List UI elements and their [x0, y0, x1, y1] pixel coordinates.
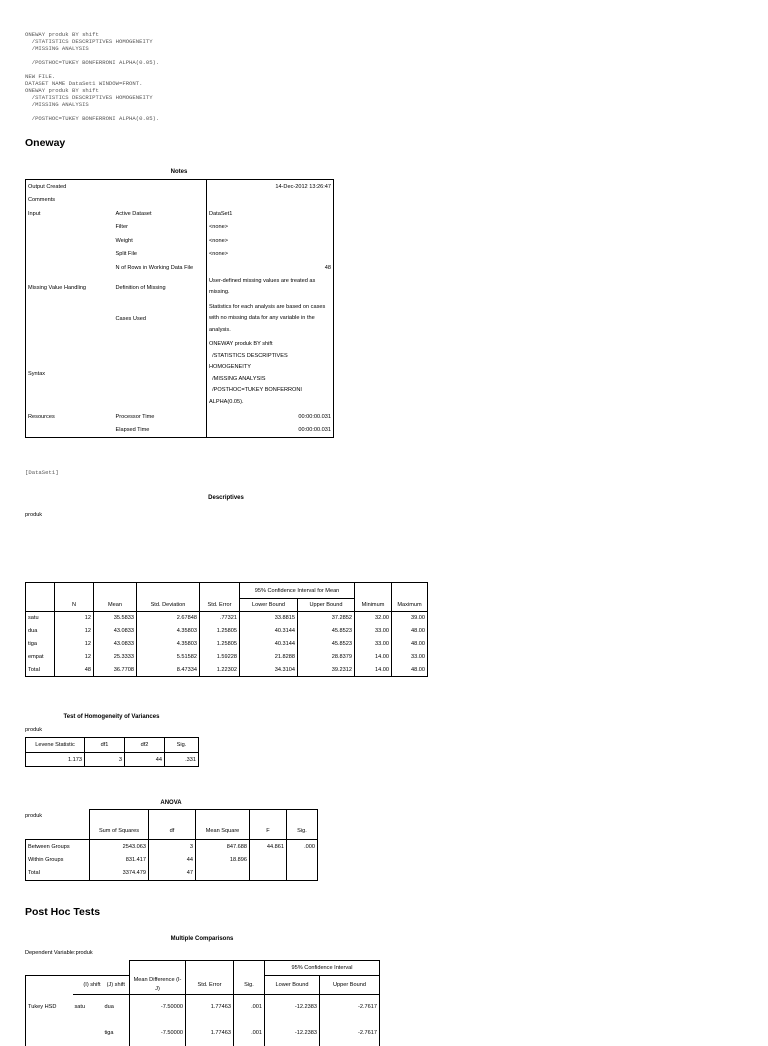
- descriptives-cell: 12: [55, 612, 94, 625]
- anova-col-header: Sum of Squares: [90, 823, 149, 840]
- homogeneity-cell: 44: [125, 753, 165, 767]
- dataset-label: [DataSet1]: [25, 469, 59, 476]
- descriptives-cell: 2.67848: [137, 612, 200, 625]
- syntax-line: /MISSING ANALYSIS: [25, 45, 89, 52]
- notes-row-sublabel: Cases Used: [115, 316, 146, 323]
- descriptives-row-label: Total: [26, 664, 55, 677]
- descriptives-col-header: Maximum: [392, 599, 428, 612]
- multiple-cell: -7.50000: [130, 1020, 186, 1046]
- anova-cell: 44.861: [250, 840, 287, 854]
- descriptives-row: [26, 638, 428, 651]
- descriptives-cell: 4.35803: [137, 638, 200, 651]
- multiple-cell: 1.77463: [186, 1020, 234, 1046]
- descriptives-cell: 48.00: [392, 664, 428, 677]
- multiple-cell: -12.2383: [265, 994, 320, 1020]
- homogeneity-col-header: df1: [85, 738, 125, 753]
- multiple-row-label: Tukey HSD: [26, 994, 73, 1020]
- notes-row-label: Input: [26, 207, 114, 221]
- anova-cell: 3374.479: [90, 867, 149, 881]
- multiple-cell: -7.50000: [130, 994, 186, 1020]
- descriptives-cell: 36.7708: [94, 664, 137, 677]
- homogeneity-cell: 1.173: [26, 753, 85, 767]
- descriptives-table: [25, 582, 428, 677]
- notes-row: [26, 221, 334, 235]
- descriptives-title: Descriptives: [208, 495, 244, 501]
- descriptives-cell: 40.3144: [240, 638, 298, 651]
- notes-row-sublabel: N of Rows in Working Data File: [115, 264, 194, 271]
- descriptives-ci-header: 95% Confidence Interval for Mean: [240, 583, 355, 599]
- notes-row-sublabel: Weight: [115, 237, 133, 244]
- notes-row-value: 14-Dec-2012 13:26:47: [207, 180, 334, 194]
- anova-cell: [287, 867, 318, 881]
- syntax-block-1: [25, 31, 159, 66]
- homogeneity-col-header: df2: [125, 738, 165, 753]
- descriptives-cell: .77321: [200, 612, 240, 625]
- descriptives-cell: 40.3144: [240, 625, 298, 638]
- notes-row-value: <none>: [207, 221, 334, 235]
- notes-row-label: Resources: [26, 410, 114, 424]
- descriptives-row-label: empat: [26, 651, 55, 664]
- anova-col-header: Sig.: [287, 823, 318, 840]
- descriptives-cell: 1.59228: [200, 651, 240, 664]
- descriptives-row-label: dua: [26, 625, 55, 638]
- syntax-line: /POSTHOC=TUKEY BONFERRONI ALPHA(0.05).: [25, 59, 160, 66]
- notes-row-value: 00:00:00.031: [207, 424, 334, 438]
- multiple-row: [26, 994, 380, 1020]
- syntax-line: /POSTHOC=TUKEY BONFERRONI ALPHA(0.05).: [25, 115, 160, 122]
- posthoc-heading: Post Hoc Tests: [25, 906, 101, 918]
- notes-row-label: Output Created: [26, 180, 114, 194]
- descriptives-cell: 32.00: [355, 612, 392, 625]
- multiple-cell: .001: [234, 994, 265, 1020]
- notes-row-sublabel: Processor Time: [115, 413, 155, 420]
- homogeneity-variable: produk: [25, 727, 43, 733]
- multiple-col-lb: Lower Bound: [265, 976, 320, 995]
- descriptives-col-header: Mean: [94, 599, 137, 612]
- notes-row: [26, 248, 334, 262]
- syntax-line: ONEWAY produk BY shift: [25, 87, 99, 94]
- descriptives-cell: 45.8523: [298, 625, 355, 638]
- notes-row-value: 00:00:00.031: [207, 410, 334, 424]
- anova-row-label: Within Groups: [26, 853, 90, 867]
- notes-table: [25, 179, 334, 438]
- anova-cell: .000: [287, 840, 318, 854]
- descriptives-cell: 43.0833: [94, 638, 137, 651]
- anova-col-header: df: [149, 823, 196, 840]
- descriptives-col-header: Lower Bound: [240, 599, 298, 612]
- descriptives-row: [26, 625, 428, 638]
- descriptives-cell: 48: [55, 664, 94, 677]
- notes-row-sublabel: [114, 338, 207, 410]
- descriptives-col-header: Minimum: [355, 599, 392, 612]
- anova-cell: [287, 853, 318, 867]
- multiple-col-sig: Sig.: [234, 976, 265, 995]
- notes-row-label: [26, 301, 114, 339]
- homogeneity-col-header: Levene Statistic: [26, 738, 85, 753]
- notes-row: [26, 338, 334, 410]
- descriptives-cell: 35.5833: [94, 612, 137, 625]
- homogeneity-col-header: Sig.: [165, 738, 199, 753]
- multiple-table: [25, 960, 380, 1046]
- descriptives-cell: 12: [55, 638, 94, 651]
- descriptives-cell: 4.35803: [137, 625, 200, 638]
- descriptives-cell: 12: [55, 625, 94, 638]
- multiple-cell: -2.7617: [320, 994, 380, 1020]
- descriptives-row: [26, 612, 428, 625]
- syntax-line: [25, 108, 159, 115]
- multiple-row-label: satu: [74, 1004, 86, 1011]
- syntax-line: [25, 52, 159, 59]
- notes-row-value: [207, 194, 334, 208]
- anova-row-label: Between Groups: [26, 840, 90, 854]
- descriptives-col-header: Std. Deviation: [137, 599, 200, 612]
- multiple-row-label: dua: [104, 1004, 114, 1011]
- multiple-title: Multiple Comparisons: [170, 936, 234, 942]
- descriptives-cell: 21.8288: [240, 651, 298, 664]
- notes-row-label: [26, 221, 114, 235]
- descriptives-col-header: [26, 599, 55, 612]
- notes-row-sublabel: Split File: [115, 251, 137, 258]
- notes-row-sublabel: Definition of Missing: [115, 284, 166, 291]
- notes-row-value: <none>: [207, 234, 334, 248]
- descriptives-cell: 39.2312: [298, 664, 355, 677]
- anova-cell: 831.417: [90, 853, 149, 867]
- descriptives-cell: 14.00: [355, 664, 392, 677]
- notes-row: [26, 275, 334, 301]
- anova-cell: [250, 853, 287, 867]
- anova-col-header: [26, 823, 90, 840]
- notes-row: [26, 410, 334, 424]
- descriptives-col-header: Std. Error: [200, 599, 240, 612]
- multiple-ci-header: 95% Confidence Interval: [265, 961, 380, 976]
- descriptives-row: [26, 664, 428, 677]
- oneway-heading: Oneway: [25, 137, 66, 149]
- notes-row-sublabel: Elapsed Time: [114, 424, 207, 438]
- anova-table: [25, 809, 318, 881]
- descriptives-cell: 8.47334: [137, 664, 200, 677]
- notes-row-sublabel: Filter: [115, 224, 128, 231]
- homogeneity-title: Test of Homogeneity of Variances: [63, 714, 160, 720]
- descriptives-col-header: Upper Bound: [298, 599, 355, 612]
- anova-cell: 3: [149, 840, 196, 854]
- descriptives-cell: 37.2852: [298, 612, 355, 625]
- descriptives-cell: 1.25805: [200, 625, 240, 638]
- anova-row-label: Total: [26, 867, 90, 881]
- anova-cell: 47: [149, 867, 196, 881]
- descriptives-cell: 1.22302: [200, 664, 240, 677]
- descriptives-row-label: satu: [26, 612, 55, 625]
- descriptives-cell: 48.00: [392, 625, 428, 638]
- descriptives-cell: 34.3104: [240, 664, 298, 677]
- notes-row-label: [26, 424, 114, 438]
- notes-row-sublabel: [114, 194, 207, 208]
- notes-row-label: Missing Value Handling: [26, 275, 114, 301]
- syntax-block-2: [25, 73, 159, 122]
- anova-cell: [250, 867, 287, 881]
- multiple-col-md: Mean Difference (I-J): [130, 976, 186, 995]
- anova-col-header: F: [250, 823, 287, 840]
- anova-cell: 2543.063: [90, 840, 149, 854]
- syntax-line: NEW FILE.: [25, 73, 56, 80]
- descriptives-cell: 14.00: [355, 651, 392, 664]
- notes-row-value: 48: [207, 261, 334, 275]
- descriptives-cell: 1.25805: [200, 638, 240, 651]
- notes-row-label: Syntax: [26, 338, 114, 410]
- notes-row-label: [26, 261, 114, 275]
- multiple-row-label: tiga: [104, 1030, 114, 1036]
- notes-title: Notes: [170, 169, 188, 175]
- descriptives-cell: 25.3333: [94, 651, 137, 664]
- multiple-col-i: (I) shift: [73, 976, 103, 995]
- syntax-line: ONEWAY produk BY shift: [25, 31, 99, 38]
- multiple-col-ub: Upper Bound: [320, 976, 380, 995]
- descriptives-cell: 39.00: [392, 612, 428, 625]
- descriptives-cell: 45.8523: [298, 638, 355, 651]
- descriptives-cell: 43.0833: [94, 625, 137, 638]
- notes-row-value: ONEWAY produk BY shift /STATISTICS DESCRIPTIVES HOMOGENEITY /MISSING ANALYSIS /POSTHOC=TUKEY BONFERRONI ALPHA(0.05).: [207, 338, 334, 410]
- anova-cell: [196, 867, 250, 881]
- descriptives-cell: 33.00: [355, 638, 392, 651]
- anova-cell: 847.688: [196, 840, 250, 854]
- multiple-col-j: (J) shift: [103, 976, 130, 995]
- descriptives-cell: 5.51582: [137, 651, 200, 664]
- notes-row-sublabel: [114, 180, 207, 194]
- anova-title: ANOVA: [160, 800, 182, 806]
- syntax-line: /MISSING ANALYSIS: [25, 101, 89, 108]
- syntax-line: /STATISTICS DESCRIPTIVES HOMOGENEITY: [25, 94, 153, 101]
- notes-row: [26, 234, 334, 248]
- homogeneity-table: [25, 737, 199, 767]
- multiple-cell: -12.2383: [265, 1020, 320, 1046]
- homogeneity-cell: .331: [165, 753, 199, 767]
- anova-col-header: Mean Square: [196, 823, 250, 840]
- notes-row-label: [26, 234, 114, 248]
- anova-cell: 44: [149, 853, 196, 867]
- notes-row-label: [26, 248, 114, 262]
- notes-row: [26, 194, 334, 208]
- notes-row-label: Comments: [26, 194, 114, 208]
- notes-row: [26, 207, 334, 221]
- descriptives-row-label: tiga: [26, 638, 55, 651]
- descriptives-cell: 33.8815: [240, 612, 298, 625]
- descriptives-col-header: N: [55, 599, 94, 612]
- descriptives-variable: produk: [25, 512, 43, 518]
- notes-row-value: <none>: [207, 248, 334, 262]
- syntax-line: DATASET NAME DataSet1 WINDOW=FRONT.: [25, 80, 143, 87]
- notes-row-value: User-defined missing values are treated as missing.: [207, 275, 334, 301]
- homogeneity-cell: 3: [85, 753, 125, 767]
- notes-row-sublabel: Active Dataset: [115, 210, 152, 217]
- notes-row-value: DataSet1: [207, 207, 334, 221]
- descriptives-cell: 33.00: [355, 625, 392, 638]
- descriptives-cell: 28.8379: [298, 651, 355, 664]
- notes-row: [26, 261, 334, 275]
- notes-row: [26, 424, 334, 438]
- anova-row: [26, 867, 318, 881]
- multiple-col-se: Std. Error: [186, 976, 234, 995]
- multiple-cell: .001: [234, 1020, 265, 1046]
- anova-variable: produk: [25, 813, 43, 819]
- descriptives-cell: 12: [55, 651, 94, 664]
- multiple-cell: -2.7617: [320, 1020, 380, 1046]
- descriptives-cell: 48.00: [392, 638, 428, 651]
- syntax-line: /STATISTICS DESCRIPTIVES HOMOGENEITY: [25, 38, 153, 45]
- descriptives-row: [26, 651, 428, 664]
- notes-row: [26, 180, 334, 194]
- anova-row: [26, 840, 318, 854]
- anova-row: [26, 853, 318, 867]
- multiple-dependent: Dependent Variable:produk: [25, 950, 93, 956]
- notes-row: [26, 301, 334, 339]
- multiple-cell: 1.77463: [186, 994, 234, 1020]
- descriptives-cell: 33.00: [392, 651, 428, 664]
- anova-cell: 18.896: [196, 853, 250, 867]
- notes-row-value: Statistics for each analysis are based on cases with no missing data for any variable in the analysis.: [207, 301, 334, 339]
